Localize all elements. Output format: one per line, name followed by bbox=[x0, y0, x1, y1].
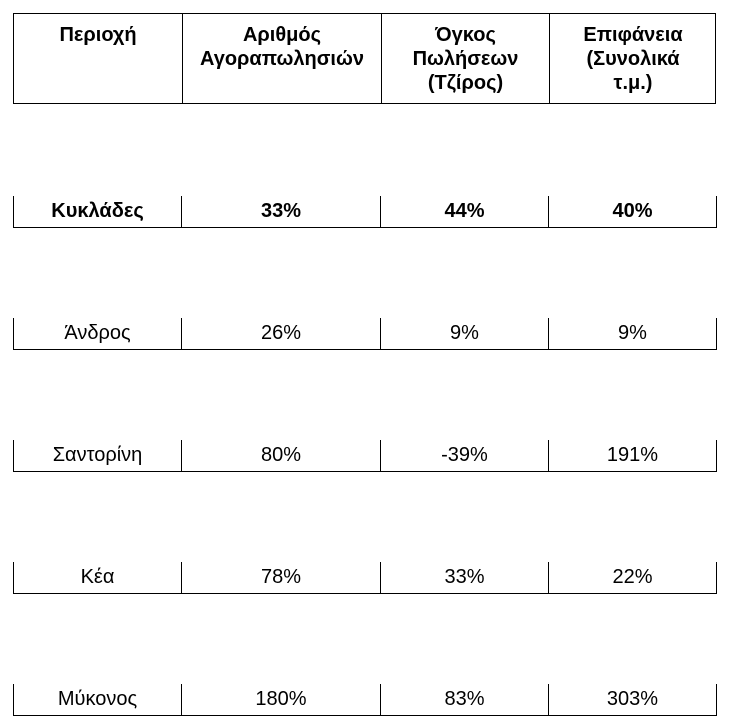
cell-volume: 9% bbox=[380, 318, 548, 349]
cell-transactions: 78% bbox=[181, 562, 380, 593]
cell-region: Μύκονος bbox=[13, 684, 181, 715]
table-row bbox=[13, 684, 717, 716]
header-transactions-line: Αριθμός bbox=[242, 24, 322, 46]
table-row bbox=[13, 562, 717, 594]
cell-region: Σαντορίνη bbox=[13, 440, 181, 471]
cell-volume: 83% bbox=[380, 684, 548, 715]
data-table bbox=[13, 13, 717, 715]
cell-transactions: 33% bbox=[181, 196, 380, 227]
cell-region: Άνδρος bbox=[13, 318, 181, 349]
header-transactions-line: Αγοραπωλησιών bbox=[200, 48, 364, 70]
header-area-line: τ.μ.) bbox=[613, 72, 653, 94]
cell-volume: 33% bbox=[380, 562, 548, 593]
cell-region: Κέα bbox=[13, 562, 181, 593]
cell-volume: -39% bbox=[380, 440, 548, 471]
header-area-line: Επιφάνεια bbox=[583, 24, 683, 46]
table-header-row bbox=[13, 13, 716, 104]
cell-area: 303% bbox=[548, 684, 717, 715]
cell-region: Κυκλάδες bbox=[13, 196, 181, 227]
header-region bbox=[14, 14, 182, 103]
header-volume-line: (Τζίρος) bbox=[427, 72, 504, 94]
table-row bbox=[13, 196, 717, 228]
table-row bbox=[13, 440, 717, 472]
header-transactions bbox=[182, 14, 381, 103]
cell-transactions: 26% bbox=[181, 318, 380, 349]
header-area bbox=[549, 14, 716, 103]
cell-area: 191% bbox=[548, 440, 717, 471]
cell-transactions: 180% bbox=[181, 684, 380, 715]
header-region-line: Περιοχή bbox=[59, 24, 137, 46]
cell-area: 22% bbox=[548, 562, 717, 593]
cell-volume: 44% bbox=[380, 196, 548, 227]
header-volume-line: Όγκος bbox=[435, 24, 496, 46]
header-volume-line: Πωλήσεων bbox=[412, 48, 519, 70]
header-volume bbox=[381, 14, 549, 103]
header-area-line: (Συνολικά bbox=[586, 48, 680, 70]
cell-transactions: 80% bbox=[181, 440, 380, 471]
cell-area: 9% bbox=[548, 318, 717, 349]
table-row bbox=[13, 318, 717, 350]
cell-area: 40% bbox=[548, 196, 717, 227]
